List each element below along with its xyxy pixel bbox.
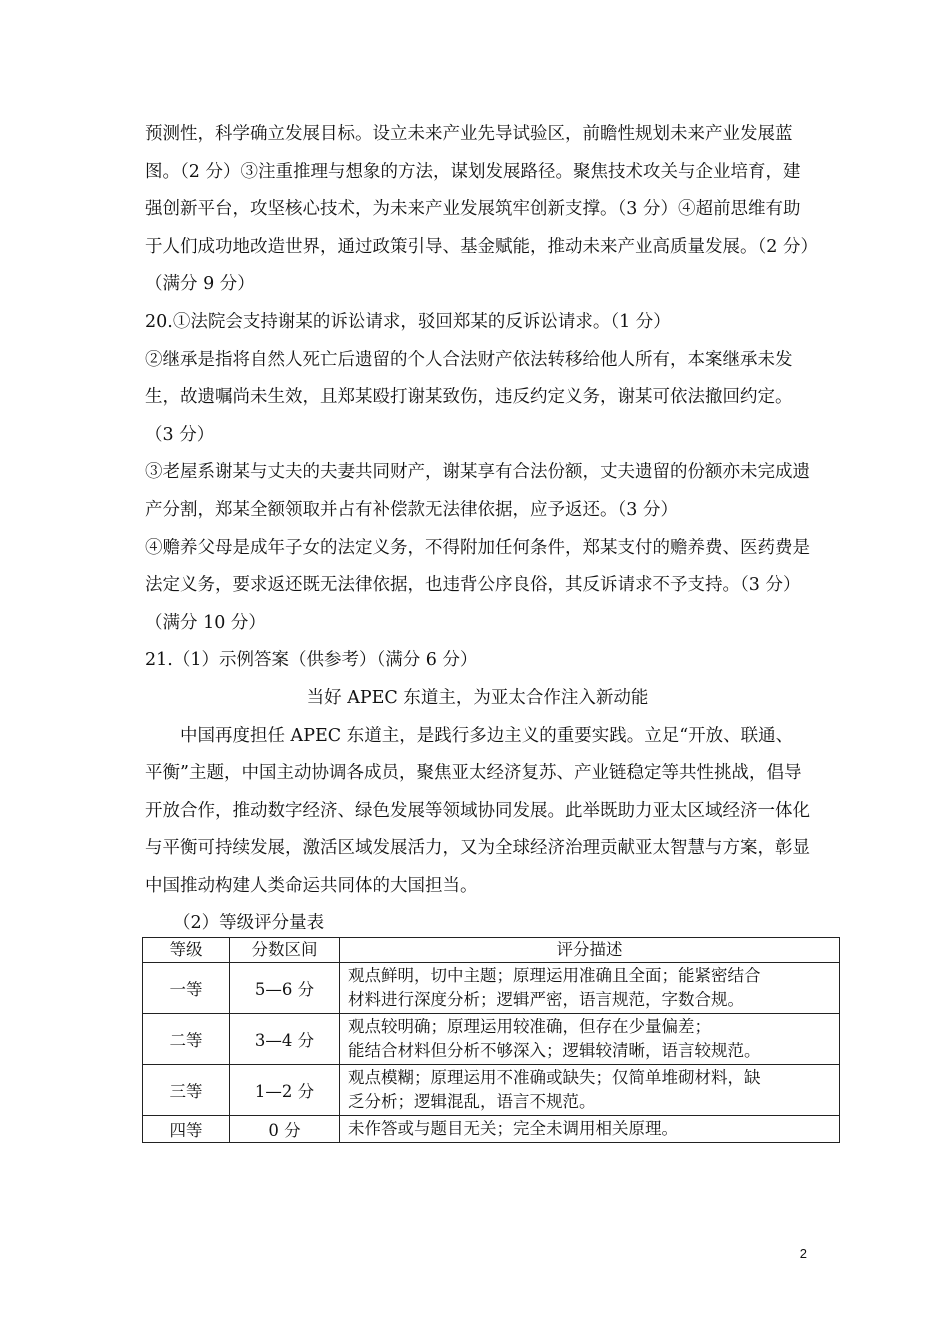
description-cell (340, 963, 840, 1014)
grading-rubric-table (142, 937, 840, 1143)
paragraph-q21-heading: 21.（1）示例答案（供参考）（满分 6 分） (145, 650, 478, 671)
range-cell: 1—2 分 (230, 1065, 340, 1116)
essay-body: 中国再度担任 APEC 东道主，是践行多边主义的重要实践。立足“开放、联通、平衡”主题，中国主动协调各成员，聚焦亚太经济复苏、产业链稳定等共性挑战，倡导开放合作，推动数字经济、绿色发展等领域协同发展。此举既助力亚太区域经济一体化与平衡可持续发展，激活区域发展活力，又为全球经济治理贡献亚太智慧与方案，彰显中国推动构建人类命运共同体的大国担当。 (145, 725, 810, 896)
paragraph-q19-cont: 预测性，科学确立发展目标。设立未来产业先导试验区，前瞻性规划未来产业发展蓝图。（2 分）③注重推理与想象的方法，谋划发展路径。聚焦技术攻关与企业培育，建强创新平台，攻坚核心技术，为未来产业发展筑牢创新支撑。（3 分）④超前思维有助于人们成功地改造世界，通过政策引导、基金赋能，推动未来产业高质量发展。（2 分）（满分 9 分） (145, 124, 810, 295)
table-row (143, 1014, 840, 1065)
range-cell: 0 分 (230, 1116, 340, 1143)
paragraph-q20-point4: ④赡养父母是成年子女的法定义务，不得附加任何条件，郑某支付的赡养费、医药费是法定义务，要求返还既无法律依据，也违背公序良俗，其反诉请求不予支持。（3 分）（满分 10 分） (145, 537, 810, 633)
description-line: 未作答或与题目无关；完全未调用相关原理。 (348, 1119, 678, 1138)
description-line: 材料进行深度分析；逻辑严密，语言规范，字数合规。 (348, 990, 744, 1009)
header-grade: 等级 (143, 938, 230, 963)
description-line: 观点鲜明，切中主题；原理运用准确且全面；能紧密结合 (348, 966, 761, 985)
range-cell: 3—4 分 (230, 1014, 340, 1065)
table-row (143, 963, 840, 1014)
grade-cell: 一等 (143, 963, 230, 1014)
header-range: 分数区间 (230, 938, 340, 963)
description-line: 乏分析；逻辑混乱，语言不规范。 (348, 1092, 596, 1111)
grade-cell: 四等 (143, 1116, 230, 1143)
paragraph-q20-heading: 20.①法院会支持谢某的诉讼请求，驳回郑某的反诉讼请求。（1 分） (145, 311, 671, 332)
description-cell (340, 1014, 840, 1065)
rubric-caption: （2）等级评分量表 (173, 913, 325, 934)
description-line: 观点模糊；原理运用不准确或缺失；仅简单堆砌材料，缺 (348, 1068, 761, 1087)
description-cell (340, 1116, 840, 1143)
table-row (143, 1065, 840, 1116)
table-header-row (143, 938, 840, 963)
description-line: 能结合材料但分析不够深入；逻辑较清晰，语言较规范。 (348, 1041, 761, 1060)
grade-cell: 三等 (143, 1065, 230, 1116)
answer-text (145, 116, 810, 943)
description-line: 观点较明确；原理运用较准确，但存在少量偏差； (348, 1017, 711, 1036)
description-cell (340, 1065, 840, 1116)
range-cell: 5—6 分 (230, 963, 340, 1014)
table-row (143, 1116, 840, 1143)
paragraph-q20-point2: ②继承是指将自然人死亡后遗留的个人合法财产依法转移给他人所有，本案继承未发生，故遗嘱尚未生效，且郑某殴打谢某致伤，违反约定义务，谢某可依法撤回约定。（3 分） (145, 349, 793, 445)
header-description: 评分描述 (340, 938, 840, 963)
grade-cell: 二等 (143, 1014, 230, 1065)
page-number: 2 (799, 1246, 807, 1261)
paragraph-q20-point3: ③老屋系谢某与丈夫的夫妻共同财产，谢某享有合法份额，丈夫遗留的份额亦未完成遗产分割，郑某全额领取并占有补偿款无法律依据，应予返还。（3 分） (145, 462, 810, 520)
essay-title: 当好 APEC 东道主，为亚太合作注入新动能 (306, 687, 649, 708)
